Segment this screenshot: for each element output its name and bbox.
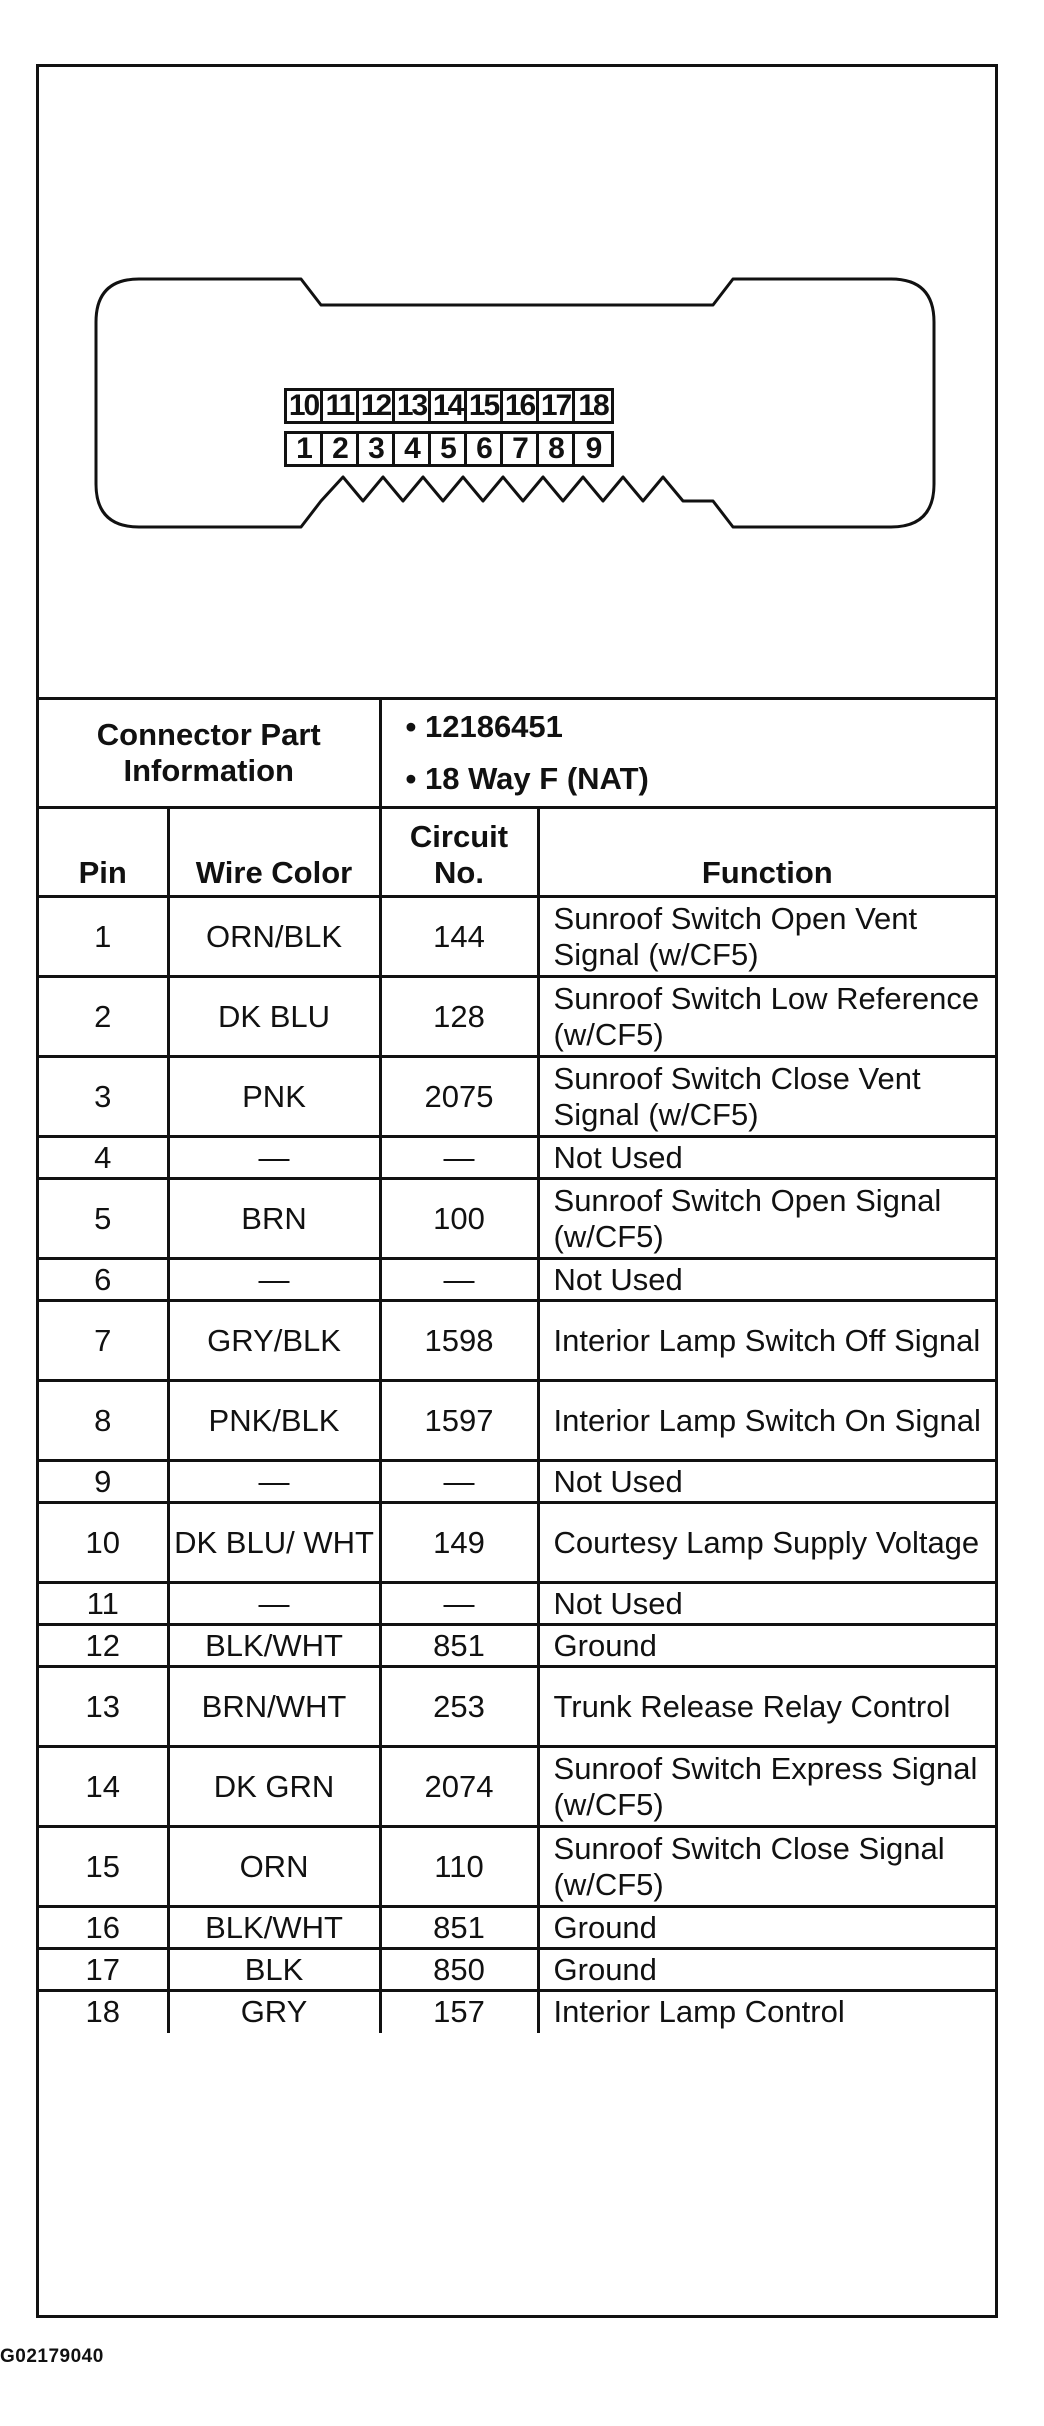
function-cell: Ground xyxy=(538,1625,995,1667)
pin-cavity-label: 13 xyxy=(395,391,431,421)
table-row xyxy=(39,1991,995,2033)
wire-color-cell: GRY xyxy=(168,1991,380,2033)
circuit-cell: 100 xyxy=(380,1179,538,1259)
wire-color-cell: ORN/BLK xyxy=(168,897,380,977)
connector-outline xyxy=(39,67,995,699)
function-cell: Interior Lamp Switch On Signal xyxy=(538,1381,995,1461)
circuit-cell: 253 xyxy=(380,1667,538,1747)
pin-cell: 2 xyxy=(39,977,168,1057)
function-cell: Sunroof Switch Close Vent Signal (w/CF5) xyxy=(538,1057,995,1137)
pin-cell: 6 xyxy=(39,1259,168,1301)
connector-info-label: Connector Part Information xyxy=(39,699,380,808)
function-cell: Interior Lamp Control xyxy=(538,1991,995,2033)
function-cell: Sunroof Switch Express Signal (w/CF5) xyxy=(538,1747,995,1827)
circuit-cell: 128 xyxy=(380,977,538,1057)
circuit-cell: 1598 xyxy=(380,1301,538,1381)
circuit-cell: — xyxy=(380,1137,538,1179)
wire-color-cell: BRN xyxy=(168,1179,380,1259)
function-cell: Ground xyxy=(538,1907,995,1949)
function-cell: Sunroof Switch Open Vent Signal (w/CF5) xyxy=(538,897,995,977)
wire-color-cell: BLK/WHT xyxy=(168,1907,380,1949)
wire-color-cell: DK GRN xyxy=(168,1747,380,1827)
function-cell: Trunk Release Relay Control xyxy=(538,1667,995,1747)
wire-color-cell: DK BLU xyxy=(168,977,380,1057)
circuit-cell: 144 xyxy=(380,897,538,977)
table-row xyxy=(39,1057,995,1137)
pin-cell: 8 xyxy=(39,1381,168,1461)
circuit-cell: 2074 xyxy=(380,1747,538,1827)
pin-cell: 4 xyxy=(39,1137,168,1179)
table-row xyxy=(39,1259,995,1301)
wire-color-cell: BLK xyxy=(168,1949,380,1991)
pin-cavity-label: 3 xyxy=(359,434,395,464)
pin-cell: 13 xyxy=(39,1667,168,1747)
table-row xyxy=(39,1625,995,1667)
connector-diagram xyxy=(39,67,995,699)
table-row xyxy=(39,1381,995,1461)
pin-cell: 1 xyxy=(39,897,168,977)
circuit-cell: 2075 xyxy=(380,1057,538,1137)
wire-color-cell: DK BLU/ WHT xyxy=(168,1503,380,1583)
wire-color-cell: — xyxy=(168,1259,380,1301)
pin-cell: 12 xyxy=(39,1625,168,1667)
function-cell: Not Used xyxy=(538,1259,995,1301)
table-row xyxy=(39,897,995,977)
wire-color-cell: GRY/BLK xyxy=(168,1301,380,1381)
col-header-pin: Pin xyxy=(39,808,168,897)
function-cell: Not Used xyxy=(538,1583,995,1625)
circuit-cell: 1597 xyxy=(380,1381,538,1461)
pin-cavity-label: 1 xyxy=(287,434,323,464)
pin-cell: 11 xyxy=(39,1583,168,1625)
pin-cell: 15 xyxy=(39,1827,168,1907)
wire-color-cell: — xyxy=(168,1583,380,1625)
table-row xyxy=(39,1949,995,1991)
function-cell: Not Used xyxy=(538,1461,995,1503)
circuit-cell: 110 xyxy=(380,1827,538,1907)
pin-cavity-label: 18 xyxy=(578,391,608,421)
table-row xyxy=(39,1301,995,1381)
pin-cavity-label: 14 xyxy=(431,391,467,421)
pin-row-lower xyxy=(284,431,614,467)
pin-cavity-label: 12 xyxy=(359,391,395,421)
table-row xyxy=(39,977,995,1057)
circuit-cell: — xyxy=(380,1259,538,1301)
function-cell: Not Used xyxy=(538,1137,995,1179)
circuit-cell: — xyxy=(380,1461,538,1503)
function-cell: Sunroof Switch Close Signal (w/CF5) xyxy=(538,1827,995,1907)
table-row xyxy=(39,1747,995,1827)
connector-description: • 18 Way F (NAT) xyxy=(405,761,649,796)
pin-cavity-label: 16 xyxy=(503,391,539,421)
table-row xyxy=(39,1179,995,1259)
circuit-cell: 157 xyxy=(380,1991,538,2033)
table-row xyxy=(39,1461,995,1503)
table-row xyxy=(39,1907,995,1949)
pin-cell: 17 xyxy=(39,1949,168,1991)
function-cell: Ground xyxy=(538,1949,995,1991)
col-header-circuit: Circuit No. xyxy=(380,808,538,897)
pin-cell: 16 xyxy=(39,1907,168,1949)
wire-color-cell: PNK/BLK xyxy=(168,1381,380,1461)
circuit-cell: 149 xyxy=(380,1503,538,1583)
pin-cavity-label: 9 xyxy=(585,434,601,464)
table-row xyxy=(39,1667,995,1747)
wire-color-cell: — xyxy=(168,1461,380,1503)
wire-color-cell: PNK xyxy=(168,1057,380,1137)
pin-cell: 10 xyxy=(39,1503,168,1583)
circuit-cell: 850 xyxy=(380,1949,538,1991)
pin-cell: 18 xyxy=(39,1991,168,2033)
pin-cell: 3 xyxy=(39,1057,168,1137)
connector-part-number: • 12186451 xyxy=(405,709,563,744)
pin-cavity-label: 7 xyxy=(503,434,539,464)
pin-cavity-label: 2 xyxy=(323,434,359,464)
pin-cavity-label: 17 xyxy=(539,391,575,421)
pin-cavity-label: 10 xyxy=(287,391,323,421)
function-cell: Interior Lamp Switch Off Signal xyxy=(538,1301,995,1381)
col-header-function: Function xyxy=(538,808,995,897)
pinout-table xyxy=(39,697,995,2033)
circuit-cell: — xyxy=(380,1583,538,1625)
function-cell: Courtesy Lamp Supply Voltage xyxy=(538,1503,995,1583)
connector-info-values xyxy=(380,699,995,808)
wire-color-cell: BRN/WHT xyxy=(168,1667,380,1747)
pin-cell: 7 xyxy=(39,1301,168,1381)
wire-color-cell: — xyxy=(168,1137,380,1179)
pin-cavity-label: 11 xyxy=(323,391,359,421)
pin-cell: 14 xyxy=(39,1747,168,1827)
circuit-cell: 851 xyxy=(380,1625,538,1667)
pin-cavity-label: 15 xyxy=(467,391,503,421)
table-row xyxy=(39,1827,995,1907)
pin-cavity-label: 6 xyxy=(467,434,503,464)
table-row xyxy=(39,1503,995,1583)
function-cell: Sunroof Switch Low Reference (w/CF5) xyxy=(538,977,995,1057)
figure-id-caption: G02179040 xyxy=(0,2346,104,2367)
pin-cell: 9 xyxy=(39,1461,168,1503)
circuit-cell: 851 xyxy=(380,1907,538,1949)
wire-color-cell: ORN xyxy=(168,1827,380,1907)
table-row xyxy=(39,1583,995,1625)
pin-cavity-label: 8 xyxy=(539,434,575,464)
pin-cavity-label: 5 xyxy=(431,434,467,464)
pin-cell: 5 xyxy=(39,1179,168,1259)
function-cell: Sunroof Switch Open Signal (w/CF5) xyxy=(538,1179,995,1259)
column-header-row xyxy=(39,808,995,897)
table-row xyxy=(39,1137,995,1179)
col-header-wire-color: Wire Color xyxy=(168,808,380,897)
pin-cavity-label: 4 xyxy=(395,434,431,464)
connector-chart-frame xyxy=(36,64,998,2318)
pin-row-upper xyxy=(284,388,614,424)
wire-color-cell: BLK/WHT xyxy=(168,1625,380,1667)
